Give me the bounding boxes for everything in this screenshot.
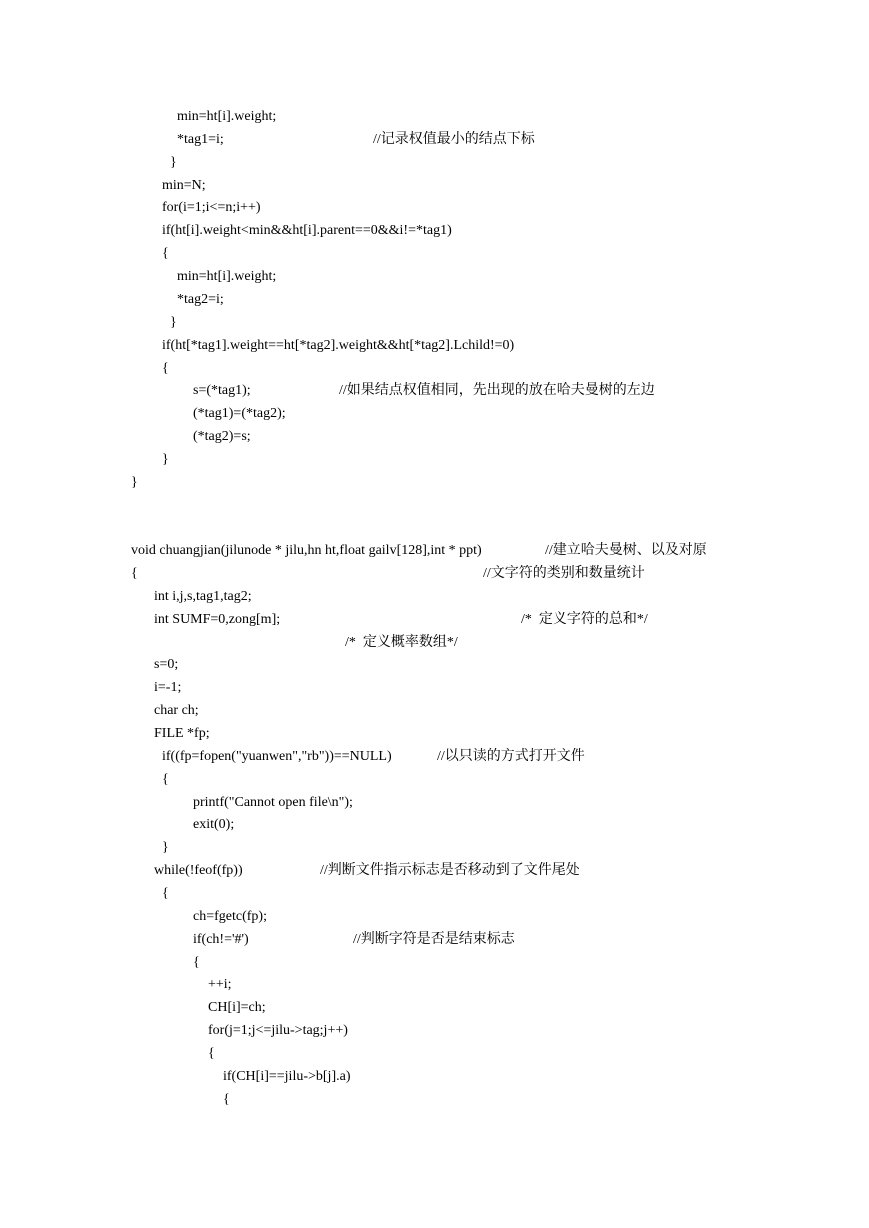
code-line: for(j=1;j<=jilu->tag;j++) — [208, 1023, 348, 1038]
code-line: { — [131, 566, 138, 581]
code-line: void chuangjian(jilunode * jilu,hn ht,float gailv[128],int * ppt) — [131, 543, 482, 558]
code-comment: //判断文件指示标志是否移动到了文件尾处 — [320, 863, 580, 878]
code-line: int SUMF=0,zong[m]; — [154, 612, 281, 627]
code-line: if((fp=fopen("yuanwen","rb"))==NULL) — [162, 749, 392, 764]
code-comment: /* 定义概率数组*/ — [345, 635, 458, 650]
code-line: if(ht[*tag1].weight==ht[*tag2].weight&&ht[*tag2].Lchild!=0) — [162, 338, 515, 353]
code-line: for(i=1;i<=n;i++) — [162, 200, 261, 215]
code-line: { — [162, 246, 169, 261]
code-line: } — [131, 475, 138, 490]
code-line: ++i; — [208, 977, 232, 992]
code-line: { — [162, 772, 169, 787]
code-line: FILE *fp; — [154, 726, 210, 741]
code-line: } — [170, 315, 177, 330]
code-line: *tag1=i; — [177, 132, 224, 147]
code-line: { — [162, 361, 169, 376]
code-line: { — [162, 886, 169, 901]
code-line: *tag2=i; — [177, 292, 224, 307]
code-line: (*tag1)=(*tag2); — [193, 406, 286, 421]
code-comment: //文字符的类别和数量统计 — [483, 566, 645, 581]
code-line: ch=fgetc(fp); — [193, 909, 267, 924]
code-comment: //记录权值最小的结点下标 — [373, 132, 535, 147]
code-line: { — [208, 1046, 215, 1061]
code-line: exit(0); — [193, 817, 235, 832]
code-comment: //如果结点权值相同，先出现的放在哈夫曼树的左边 — [339, 383, 655, 398]
code-line: char ch; — [154, 703, 199, 718]
code-line: s=(*tag1); — [193, 383, 251, 398]
code-line: i=-1; — [154, 680, 182, 695]
code-line: if(ch!='#') — [193, 932, 249, 947]
code-line: min=ht[i].weight; — [177, 109, 277, 124]
code-line: { — [193, 955, 200, 970]
code-line: s=0; — [154, 657, 179, 672]
code-line: min=ht[i].weight; — [177, 269, 277, 284]
code-line: min=N; — [162, 178, 206, 193]
code-comment: //判断字符是否是结束标志 — [353, 932, 515, 947]
code-line: CH[i]=ch; — [208, 1000, 266, 1015]
code-line: if(ht[i].weight<min&&ht[i].parent==0&&i!=*tag1) — [162, 223, 452, 238]
code-line: while(!feof(fp)) — [154, 863, 243, 878]
code-line: } — [162, 452, 169, 467]
code-line: } — [162, 840, 169, 855]
code-line: if(CH[i]==jilu->b[j].a) — [223, 1069, 351, 1084]
code-comment: //以只读的方式打开文件 — [437, 749, 585, 764]
code-comment: /* 定义字符的总和*/ — [521, 612, 648, 627]
code-comment: //建立哈夫曼树、以及对原 — [545, 543, 707, 558]
code-line: } — [170, 155, 177, 170]
code-line: { — [223, 1092, 230, 1107]
code-line: (*tag2)=s; — [193, 429, 251, 444]
code-line: int i,j,s,tag1,tag2; — [154, 589, 252, 604]
code-line: printf("Cannot open file\n"); — [193, 795, 353, 810]
